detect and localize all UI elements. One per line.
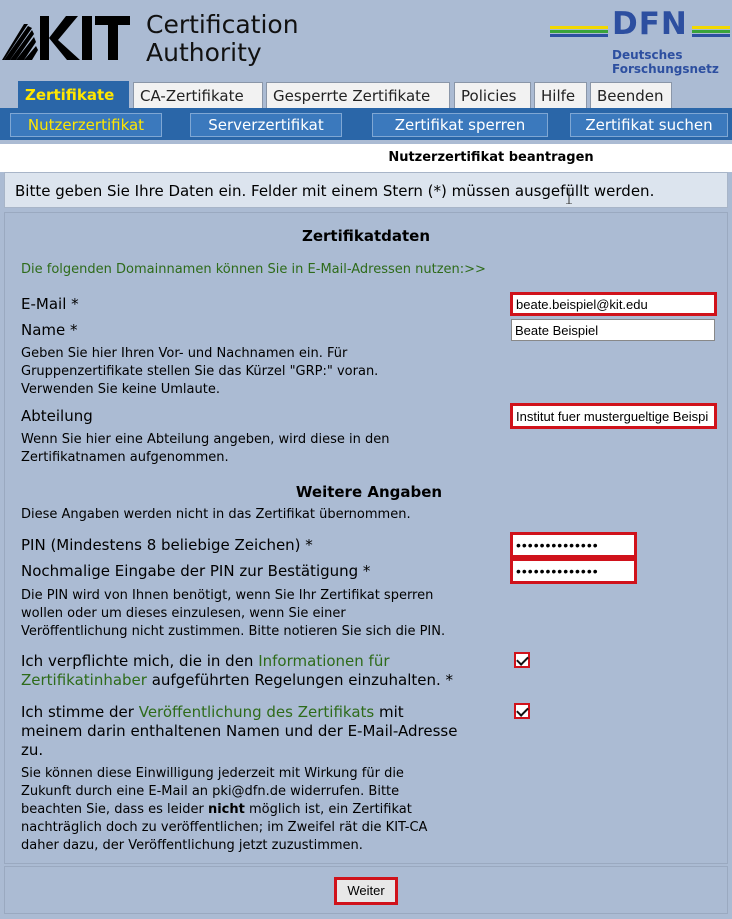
dfn-stripe-yellow — [550, 26, 608, 29]
tab-ca-zertifikate[interactable]: CA-Zertifikate — [133, 82, 263, 108]
tab-zertifikate[interactable]: Zertifikate — [18, 81, 129, 109]
info-holder-link-cont[interactable]: Zertifikatinhaber — [21, 671, 147, 689]
section-title-zertifikatdaten: Zertifikatdaten — [301, 227, 431, 245]
intro-text: Bitte geben Sie Ihre Daten ein. Felder mit einem Stern (*) müssen ausgefüllt werden. — [4, 172, 728, 208]
domain-hint-link[interactable]: Die folgenden Domainnamen können Sie in E-Mail-Adressen nutzen:>> — [21, 262, 486, 277]
ca-title: Certification Authority — [146, 10, 299, 67]
pin-confirm-label: Nochmalige Eingabe der PIN zur Bestätigung * — [21, 562, 371, 580]
dfn-logo: DFN — [612, 6, 688, 42]
sub-navigation — [0, 108, 732, 140]
section2-note: Diese Angaben werden nicht in das Zertifikat übernommen. — [21, 507, 411, 522]
kit-wordmark: KIT — [2, 10, 4, 11]
info-holder-link[interactable]: Informationen für — [258, 652, 390, 670]
agreement-terms-text: Ich verpflichte mich, die in den Informationen für Zertifikatinhaber aufgeführten Regelungen einzuhalten. * — [21, 652, 454, 689]
weiter-button[interactable]: Weiter — [334, 877, 398, 905]
dfn-stripe-blue — [550, 34, 608, 37]
page-header — [0, 0, 732, 84]
email-field[interactable] — [510, 292, 717, 316]
tab-beenden[interactable]: Beenden — [590, 82, 672, 108]
pin-field[interactable] — [510, 532, 637, 558]
subtab-zertifikat-sperren[interactable]: Zertifikat sperren — [372, 113, 548, 137]
department-field[interactable] — [510, 403, 717, 429]
email-label: E-Mail * — [21, 295, 79, 313]
dfn-stripe-yellow-right — [692, 26, 730, 29]
publication-link[interactable]: Veröffentlichung des Zertifikats — [138, 703, 375, 721]
name-field[interactable] — [511, 319, 715, 341]
name-label: Name * — [21, 321, 78, 339]
main-tabs — [0, 82, 732, 108]
department-help-text: Wenn Sie hier eine Abteilung angeben, wird diese in den Zertifikatnamen aufgenommen. — [21, 432, 390, 465]
dfn-stripe-green — [550, 30, 608, 33]
name-help-text: Geben Sie hier Ihren Vor- und Nachnamen ein. Für Gruppenzertifikate stellen Sie das Kürzel "GRP:" voran. Verwenden Sie keine Umlaute. — [21, 346, 379, 397]
subtab-serverzertifikat[interactable]: Serverzertifikat — [190, 113, 342, 137]
dfn-subtitle: Deutsches Forschungsnetz — [612, 48, 719, 76]
tab-policies[interactable]: Policies — [454, 82, 531, 108]
subtab-nutzerzertifikat[interactable]: Nutzerzertifikat — [10, 113, 162, 137]
agree-terms-checkbox[interactable] — [514, 652, 530, 668]
page-title: Nutzerzertifikat beantragen — [388, 150, 594, 165]
pin-help-text: Die PIN wird von Ihnen benötigt, wenn Sie Ihr Zertifikat sperren wollen oder um dieses einzulesen, wenn Sie einer Veröffentlichung nicht zustimmen. Bitte notieren Sie sich die PIN. — [21, 588, 446, 639]
section-title-weitere-angaben: Weitere Angaben — [295, 483, 443, 501]
subtab-zertifikat-suchen[interactable]: Zertifikat suchen — [570, 113, 728, 137]
tab-gesperrte-zertifikate[interactable]: Gesperrte Zertifikate — [266, 82, 450, 108]
dfn-stripe-blue-right — [692, 34, 730, 37]
department-label: Abteilung — [21, 407, 93, 425]
tab-hilfe[interactable]: Hilfe — [534, 82, 587, 108]
consent-info-text: Sie können diese Einwilligung jederzeit mit Wirkung für die Zukunft durch eine E-Mail an pki@dfn.de widerrufen. Bitte beachten Sie, dass es leider nicht möglich ist, ein Zertifikat nachträglich doch zu veröffentlichen; im Zweifel rät die KIT-CA daher dazu, der Veröffentlichung jetzt zuzustimmen. — [21, 766, 428, 853]
agree-publish-checkbox[interactable] — [514, 703, 530, 719]
pin-confirm-field[interactable] — [510, 558, 637, 584]
agreement-publish-text: Ich stimme der Veröffentlichung des Zertifikats mit meinem darin enthaltenen Namen und der E-Mail-Adresse zu. — [21, 703, 458, 759]
pin-label: PIN (Mindestens 8 beliebige Zeichen) * — [21, 536, 313, 554]
dfn-stripe-green-right — [692, 30, 730, 33]
text-cursor-icon — [566, 188, 572, 204]
kit-logo — [2, 10, 132, 66]
